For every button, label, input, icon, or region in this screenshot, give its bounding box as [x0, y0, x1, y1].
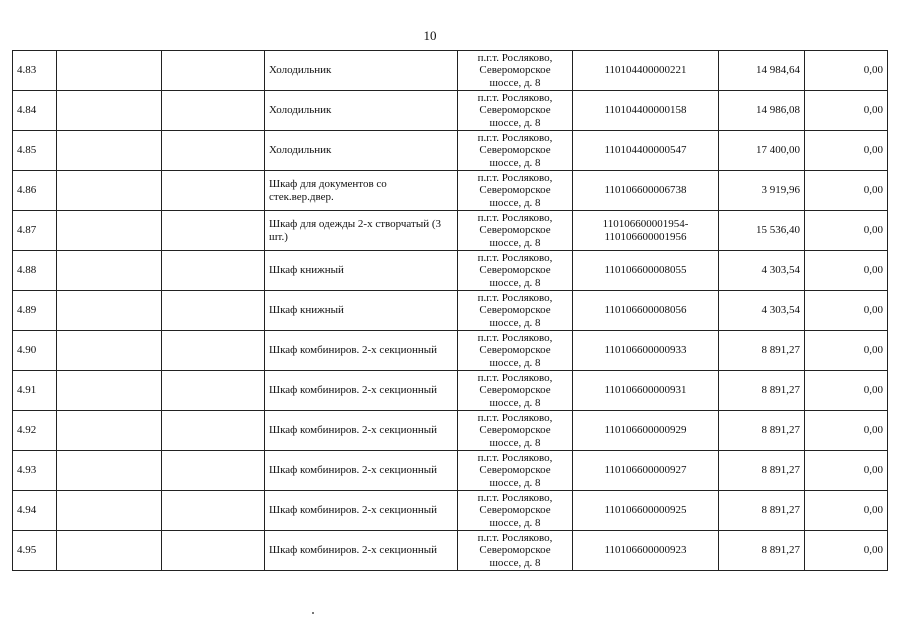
row-number-cell: 4.95 [13, 531, 57, 571]
empty-cell-b [162, 451, 265, 491]
residual-value-cell: 0,00 [805, 51, 888, 91]
book-value-cell: 8 891,27 [719, 331, 805, 371]
row-number-cell: 4.91 [13, 371, 57, 411]
inventory-number-cell: 110106600000931 [573, 371, 719, 411]
empty-cell-b [162, 131, 265, 171]
address-line: шоссе, д. 8 [489, 356, 541, 369]
address-cell [458, 291, 573, 331]
address-line: Североморское [479, 504, 551, 517]
table-row [13, 331, 888, 371]
table-row [13, 291, 888, 331]
residual-value-cell: 0,00 [805, 451, 888, 491]
row-number-cell: 4.87 [13, 211, 57, 251]
book-value-cell: 14 984,64 [719, 51, 805, 91]
item-name-cell: Шкаф комбиниров. 2-х секционный [265, 331, 458, 371]
residual-value-cell: 0,00 [805, 331, 888, 371]
empty-cell-a [57, 211, 162, 251]
address-cell [458, 171, 573, 211]
row-number-cell: 4.92 [13, 411, 57, 451]
residual-value-cell: 0,00 [805, 291, 888, 331]
empty-cell-a [57, 171, 162, 211]
address-line: п.г.т. Росляково, [477, 251, 553, 264]
inventory-number-cell: 110106600001954-110106600001956 [573, 211, 719, 251]
address-line: п.г.т. Росляково, [477, 531, 553, 544]
residual-value-cell: 0,00 [805, 91, 888, 131]
item-name-cell: Шкаф книжный [265, 251, 458, 291]
row-number-cell: 4.83 [13, 51, 57, 91]
address-line: п.г.т. Росляково, [477, 131, 553, 144]
inventory-number-cell: 110106600006738 [573, 171, 719, 211]
item-name-cell: Холодильник [265, 51, 458, 91]
address-cell [458, 91, 573, 131]
row-number-cell: 4.88 [13, 251, 57, 291]
address-line: шоссе, д. 8 [489, 556, 541, 569]
address-cell [458, 411, 573, 451]
address-line: п.г.т. Росляково, [477, 411, 553, 424]
empty-cell-b [162, 411, 265, 451]
book-value-cell: 8 891,27 [719, 451, 805, 491]
table-row [13, 371, 888, 411]
empty-cell-b [162, 251, 265, 291]
address-cell [458, 51, 573, 91]
address-line: шоссе, д. 8 [489, 236, 541, 249]
address-cell [458, 251, 573, 291]
book-value-cell: 14 986,08 [719, 91, 805, 131]
page-number: 10 [423, 28, 437, 43]
row-number-cell: 4.84 [13, 91, 57, 131]
empty-cell-b [162, 491, 265, 531]
inventory-number-cell: 110106600000929 [573, 411, 719, 451]
address-line: п.г.т. Росляково, [477, 451, 553, 464]
inventory-number-cell: 110106600000927 [573, 451, 719, 491]
empty-cell-a [57, 131, 162, 171]
empty-cell-b [162, 91, 265, 131]
table-row [13, 211, 888, 251]
empty-cell-b [162, 291, 265, 331]
address-line: п.г.т. Росляково, [477, 371, 553, 384]
residual-value-cell: 0,00 [805, 491, 888, 531]
item-name-cell: Шкаф комбиниров. 2-х секционный [265, 491, 458, 531]
residual-value-cell: 0,00 [805, 371, 888, 411]
address-line: Североморское [479, 344, 551, 357]
address-line: шоссе, д. 8 [489, 196, 541, 209]
item-name-cell: Шкаф для документов со стек.вер.двер. [265, 171, 458, 211]
table-row [13, 411, 888, 451]
address-line: Североморское [479, 464, 551, 477]
address-line: шоссе, д. 8 [489, 396, 541, 409]
address-line: шоссе, д. 8 [489, 116, 541, 129]
empty-cell-a [57, 371, 162, 411]
table-row [13, 251, 888, 291]
empty-cell-b [162, 171, 265, 211]
item-name-cell: Холодильник [265, 131, 458, 171]
address-cell [458, 531, 573, 571]
book-value-cell: 17 400,00 [719, 131, 805, 171]
empty-cell-a [57, 531, 162, 571]
address-line: п.г.т. Росляково, [477, 211, 553, 224]
address-line: Североморское [479, 424, 551, 437]
address-line: шоссе, д. 8 [489, 156, 541, 169]
item-name-cell: Шкаф комбиниров. 2-х секционный [265, 531, 458, 571]
empty-cell-a [57, 251, 162, 291]
item-name-cell: Шкаф книжный [265, 291, 458, 331]
item-name-cell: Шкаф комбиниров. 2-х секционный [265, 451, 458, 491]
empty-cell-a [57, 331, 162, 371]
residual-value-cell: 0,00 [805, 251, 888, 291]
address-line: Североморское [479, 184, 551, 197]
row-number-cell: 4.94 [13, 491, 57, 531]
book-value-cell: 8 891,27 [719, 491, 805, 531]
table-row [13, 531, 888, 571]
residual-value-cell: 0,00 [805, 171, 888, 211]
scan-speck [312, 612, 314, 614]
empty-cell-a [57, 491, 162, 531]
address-line: шоссе, д. 8 [489, 436, 541, 449]
address-line: Североморское [479, 544, 551, 557]
address-line: Североморское [479, 384, 551, 397]
address-cell [458, 131, 573, 171]
book-value-cell: 8 891,27 [719, 371, 805, 411]
book-value-cell: 3 919,96 [719, 171, 805, 211]
inventory-number-cell: 110104400000221 [573, 51, 719, 91]
row-number-cell: 4.89 [13, 291, 57, 331]
book-value-cell: 15 536,40 [719, 211, 805, 251]
inventory-number-cell: 110106600000925 [573, 491, 719, 531]
empty-cell-b [162, 371, 265, 411]
empty-cell-a [57, 451, 162, 491]
inventory-number-cell: 110106600000933 [573, 331, 719, 371]
address-line: п.г.т. Росляково, [477, 491, 553, 504]
empty-cell-a [57, 411, 162, 451]
empty-cell-b [162, 51, 265, 91]
address-line: Североморское [479, 144, 551, 157]
empty-cell-a [57, 291, 162, 331]
book-value-cell: 4 303,54 [719, 251, 805, 291]
address-cell [458, 331, 573, 371]
address-line: шоссе, д. 8 [489, 476, 541, 489]
item-name-cell: Шкаф для одежды 2-х створчатый (3 шт.) [265, 211, 458, 251]
item-name-cell: Шкаф комбиниров. 2-х секционный [265, 411, 458, 451]
book-value-cell: 8 891,27 [719, 531, 805, 571]
address-line: п.г.т. Росляково, [477, 291, 553, 304]
address-cell [458, 451, 573, 491]
address-line: шоссе, д. 8 [489, 276, 541, 289]
address-line: п.г.т. Росляково, [477, 51, 553, 64]
inventory-number-cell: 110106600008055 [573, 251, 719, 291]
table-row [13, 51, 888, 91]
address-line: шоссе, д. 8 [489, 516, 541, 529]
table-row [13, 171, 888, 211]
address-cell [458, 211, 573, 251]
table-row [13, 131, 888, 171]
address-cell [458, 371, 573, 411]
residual-value-cell: 0,00 [805, 531, 888, 571]
empty-cell-b [162, 531, 265, 571]
address-line: шоссе, д. 8 [489, 316, 541, 329]
address-line: Североморское [479, 224, 551, 237]
address-line: п.г.т. Росляково, [477, 331, 553, 344]
row-number-cell: 4.90 [13, 331, 57, 371]
empty-cell-b [162, 331, 265, 371]
inventory-number-cell: 110104400000547 [573, 131, 719, 171]
address-line: Североморское [479, 304, 551, 317]
row-number-cell: 4.86 [13, 171, 57, 211]
inventory-number-cell: 110106600000923 [573, 531, 719, 571]
address-line: Североморское [479, 104, 551, 117]
book-value-cell: 4 303,54 [719, 291, 805, 331]
table-row [13, 451, 888, 491]
address-line: п.г.т. Росляково, [477, 171, 553, 184]
book-value-cell: 8 891,27 [719, 411, 805, 451]
empty-cell-a [57, 51, 162, 91]
residual-value-cell: 0,00 [805, 211, 888, 251]
address-cell [458, 491, 573, 531]
item-name-cell: Шкаф комбиниров. 2-х секционный [265, 371, 458, 411]
residual-value-cell: 0,00 [805, 411, 888, 451]
empty-cell-a [57, 91, 162, 131]
item-name-cell: Холодильник [265, 91, 458, 131]
address-line: Североморское [479, 64, 551, 77]
row-number-cell: 4.93 [13, 451, 57, 491]
table-row [13, 91, 888, 131]
inventory-number-cell: 110106600008056 [573, 291, 719, 331]
inventory-number-cell: 110104400000158 [573, 91, 719, 131]
residual-value-cell: 0,00 [805, 131, 888, 171]
address-line: Североморское [479, 264, 551, 277]
address-line: п.г.т. Росляково, [477, 91, 553, 104]
address-line: шоссе, д. 8 [489, 76, 541, 89]
row-number-cell: 4.85 [13, 131, 57, 171]
table-row [13, 491, 888, 531]
empty-cell-b [162, 211, 265, 251]
inventory-table-body [13, 51, 888, 571]
inventory-table [12, 50, 888, 571]
